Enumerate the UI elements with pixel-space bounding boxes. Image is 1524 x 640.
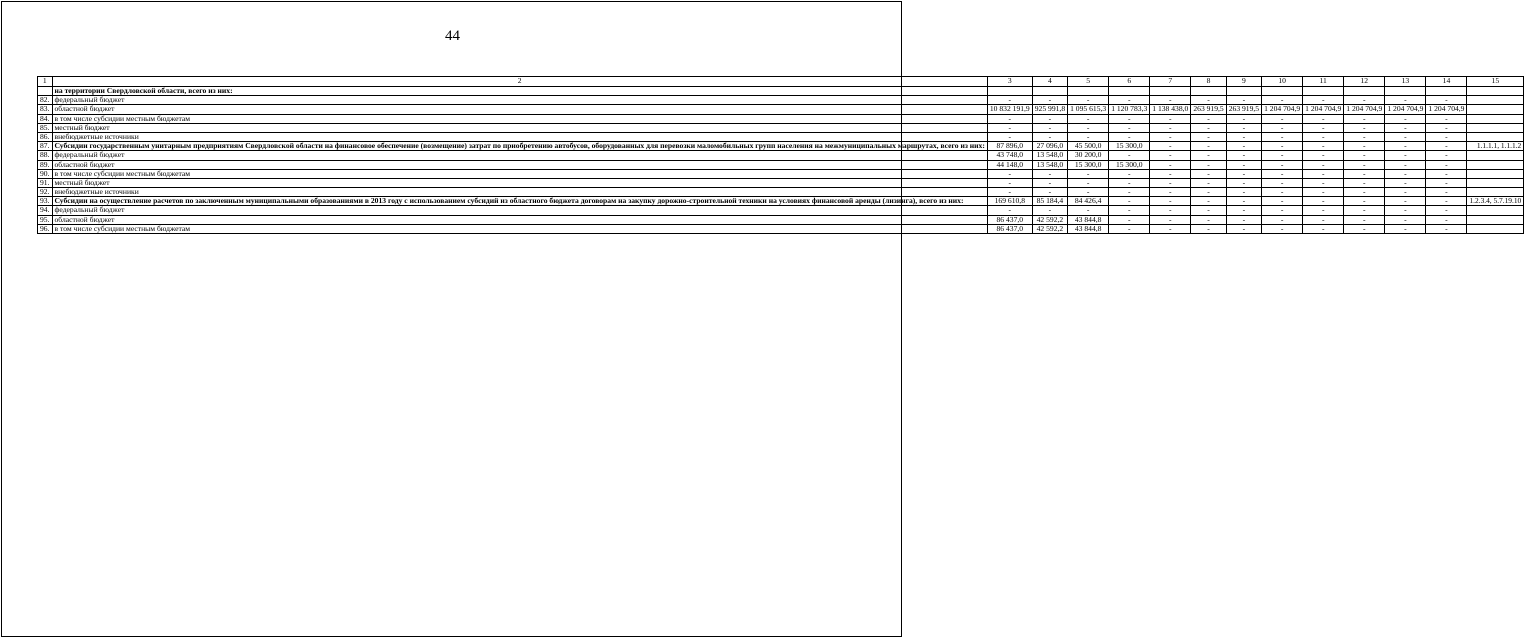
value-cell: - — [1068, 123, 1109, 132]
value-cell: 85 184,4 — [1032, 197, 1067, 206]
value-cell: 15 300,0 — [1109, 142, 1150, 151]
row-name: в том числе субсидии местным бюджетам — [52, 224, 987, 233]
value-cell: - — [1303, 215, 1344, 224]
row-number: 88. — [38, 151, 53, 160]
column-header: 13 — [1385, 77, 1426, 87]
row-number: 85. — [38, 123, 53, 132]
table-row — [38, 142, 1524, 151]
value-cell: - — [1262, 206, 1303, 215]
value-cell: - — [1344, 123, 1385, 132]
value-cell: 43 748,0 — [987, 151, 1032, 160]
value-cell: - — [1344, 142, 1385, 151]
value-cell: - — [1032, 96, 1067, 105]
value-cell: 13 548,0 — [1032, 160, 1067, 169]
value-cell: - — [1068, 188, 1109, 197]
table-header-row — [38, 77, 1524, 87]
value-cell: 1 204 704,9 — [1385, 105, 1426, 114]
value-cell: - — [1191, 151, 1226, 160]
value-cell: - — [1426, 178, 1467, 187]
table-row — [38, 178, 1524, 187]
value-cell: - — [1032, 114, 1067, 123]
value-cell: - — [1426, 123, 1467, 132]
table-row — [38, 114, 1524, 123]
value-cell: - — [1150, 132, 1191, 141]
value-cell: 27 096,0 — [1032, 142, 1067, 151]
value-cell: - — [1109, 197, 1150, 206]
value-cell: - — [1226, 178, 1261, 187]
value-cell: - — [1262, 114, 1303, 123]
value-cell: 43 844,8 — [1068, 215, 1109, 224]
row-name: на территории Свердловской области, всего из них: — [52, 87, 987, 96]
row-name: внебюджетные источники — [52, 132, 987, 141]
value-cell: - — [1150, 160, 1191, 169]
value-cell: - — [987, 96, 1032, 105]
table-row — [38, 87, 1524, 96]
value-cell: - — [1262, 151, 1303, 160]
value-cell: - — [1426, 160, 1467, 169]
row-number: 95. — [38, 215, 53, 224]
column-header: 10 — [1262, 77, 1303, 87]
value-cell: - — [1426, 142, 1467, 151]
value-cell: - — [1032, 188, 1067, 197]
value-cell: - — [1191, 114, 1226, 123]
value-cell: - — [1150, 96, 1191, 105]
value-cell: 1 204 704,9 — [1303, 105, 1344, 114]
row-number: 90. — [38, 169, 53, 178]
row-number: 84. — [38, 114, 53, 123]
value-cell: - — [1226, 96, 1261, 105]
row-number: 87. — [38, 142, 53, 151]
value-cell: - — [1109, 151, 1150, 160]
column-header: 11 — [1303, 77, 1344, 87]
value-cell: - — [1150, 142, 1191, 151]
value-cell: - — [987, 206, 1032, 215]
value-cell: 15 300,0 — [1068, 160, 1109, 169]
value-cell: - — [1226, 142, 1261, 151]
value-cell: 1 095 615,3 — [1068, 105, 1109, 114]
value-cell: - — [1426, 206, 1467, 215]
value-cell: - — [1150, 114, 1191, 123]
row-name: в том числе субсидии местным бюджетам — [52, 114, 987, 123]
value-cell: - — [1385, 160, 1426, 169]
value-cell: - — [1426, 224, 1467, 233]
value-cell: - — [1068, 96, 1109, 105]
value-cell: - — [1344, 114, 1385, 123]
value-cell: - — [1303, 224, 1344, 233]
value-cell: 925 991,8 — [1032, 105, 1067, 114]
value-cell: - — [1426, 215, 1467, 224]
column-header: 2 — [52, 77, 987, 87]
value-cell: - — [1344, 132, 1385, 141]
table-row — [38, 123, 1524, 132]
value-cell: - — [1109, 132, 1150, 141]
value-cell: - — [1385, 142, 1426, 151]
table-row — [38, 206, 1524, 215]
row-name: Субсидии на осуществление расчетов по заключенным муниципальными образованиями в 2013 году с использованием субсидий из областного бюджета договорам на закупку дорожно-строительной техники на условиях финансовой аренды (лизинга), всего из них: — [52, 197, 987, 206]
value-cell: - — [1385, 197, 1426, 206]
value-cell: 13 548,0 — [1032, 151, 1067, 160]
value-cell: - — [1191, 197, 1226, 206]
value-cell: - — [1303, 188, 1344, 197]
value-cell: 1 204 704,9 — [1344, 105, 1385, 114]
value-cell: - — [1150, 169, 1191, 178]
value-cell: - — [1032, 123, 1067, 132]
value-cell: - — [1303, 206, 1344, 215]
value-cell: - — [1426, 169, 1467, 178]
value-cell: - — [1303, 114, 1344, 123]
value-cell: - — [1344, 188, 1385, 197]
table-row — [38, 215, 1524, 224]
value-cell: 169 610,8 — [987, 197, 1032, 206]
value-cell: - — [1303, 160, 1344, 169]
row-name: в том числе субсидии местным бюджетам — [52, 169, 987, 178]
value-cell: 10 832 191,9 — [987, 105, 1032, 114]
row-number: 83. — [38, 105, 53, 114]
value-cell: - — [1262, 132, 1303, 141]
program-code: 1.1.1.1, 1.1.1.2 — [1467, 142, 1524, 151]
value-cell: 87 896,0 — [987, 142, 1032, 151]
row-number: 93. — [38, 197, 53, 206]
value-cell: - — [1262, 169, 1303, 178]
row-number: 86. — [38, 132, 53, 141]
value-cell: - — [1303, 96, 1344, 105]
value-cell: - — [1150, 151, 1191, 160]
value-cell: - — [1191, 123, 1226, 132]
value-cell: - — [1226, 206, 1261, 215]
row-name: федеральный бюджет — [52, 151, 987, 160]
row-name: местный бюджет — [52, 178, 987, 187]
value-cell: - — [1032, 132, 1067, 141]
value-cell: - — [1226, 215, 1261, 224]
value-cell: - — [1191, 132, 1226, 141]
program-code — [1467, 87, 1524, 96]
program-code — [1467, 160, 1524, 169]
value-cell: - — [987, 132, 1032, 141]
table-row — [38, 96, 1524, 105]
value-cell: - — [1226, 169, 1261, 178]
page-number: 44 — [445, 28, 460, 44]
value-cell: 1 204 704,9 — [1262, 105, 1303, 114]
value-cell: - — [1344, 178, 1385, 187]
program-code — [1467, 105, 1524, 114]
value-cell: - — [1344, 169, 1385, 178]
value-cell: - — [1426, 114, 1467, 123]
value-cell: - — [1109, 188, 1150, 197]
table-row — [38, 151, 1524, 160]
table-row — [38, 160, 1524, 169]
value-cell: 42 592,2 — [1032, 215, 1067, 224]
value-cell: - — [1068, 169, 1109, 178]
row-name: областной бюджет — [52, 215, 987, 224]
value-cell: - — [1426, 188, 1467, 197]
row-number: 92. — [38, 188, 53, 197]
value-cell: - — [1109, 114, 1150, 123]
value-cell: - — [1109, 96, 1150, 105]
value-cell: - — [1226, 160, 1261, 169]
value-cell: - — [1385, 188, 1426, 197]
program-code — [1467, 151, 1524, 160]
value-cell: - — [1262, 96, 1303, 105]
value-cell: - — [1226, 188, 1261, 197]
column-header: 12 — [1344, 77, 1385, 87]
value-cell: - — [1385, 206, 1426, 215]
value-cell: - — [1303, 169, 1344, 178]
column-header: 15 — [1467, 77, 1524, 87]
row-number: 82. — [38, 96, 53, 105]
table-row — [38, 224, 1524, 233]
column-header: 8 — [1191, 77, 1226, 87]
value-cell: - — [987, 114, 1032, 123]
value-cell: - — [1068, 114, 1109, 123]
value-cell: - — [1109, 123, 1150, 132]
value-cell: - — [1385, 151, 1426, 160]
value-cell: - — [1344, 160, 1385, 169]
program-code — [1467, 215, 1524, 224]
value-cell: - — [1344, 215, 1385, 224]
row-name: областной бюджет — [52, 160, 987, 169]
value-cell: - — [1385, 169, 1426, 178]
value-cell: - — [1344, 197, 1385, 206]
row-name: областной бюджет — [52, 105, 987, 114]
value-cell: - — [1226, 114, 1261, 123]
program-code — [1467, 169, 1524, 178]
value-cell: - — [1226, 151, 1261, 160]
value-cell: 1 138 438,0 — [1150, 105, 1191, 114]
value-cell: - — [1226, 197, 1261, 206]
value-cell: - — [1303, 197, 1344, 206]
program-code — [1467, 123, 1524, 132]
value-cell: - — [1109, 206, 1150, 215]
column-header: 4 — [1032, 77, 1067, 87]
value-cell: - — [1344, 224, 1385, 233]
value-cell: - — [1150, 123, 1191, 132]
value-cell: 84 426,4 — [1068, 197, 1109, 206]
value-cell: 86 437,0 — [987, 224, 1032, 233]
value-cell: 1 120 783,3 — [1109, 105, 1150, 114]
value-cell: - — [1150, 206, 1191, 215]
row-number: 91. — [38, 178, 53, 187]
value-cell: - — [1191, 96, 1226, 105]
program-code — [1467, 178, 1524, 187]
value-cell: - — [1150, 188, 1191, 197]
value-cell: - — [1385, 114, 1426, 123]
value-cell: - — [987, 169, 1032, 178]
value-cell: - — [1262, 215, 1303, 224]
value-cell: - — [1068, 132, 1109, 141]
value-cell: 15 300,0 — [1109, 160, 1150, 169]
column-header: 9 — [1226, 77, 1261, 87]
value-cell: - — [1303, 142, 1344, 151]
value-cell: - — [1303, 151, 1344, 160]
value-cell: - — [1303, 123, 1344, 132]
value-cell: - — [1191, 160, 1226, 169]
program-code — [1467, 114, 1524, 123]
value-cell: - — [1262, 188, 1303, 197]
value-cell: - — [1109, 169, 1150, 178]
value-cell: - — [1068, 178, 1109, 187]
value-cell: - — [1426, 197, 1467, 206]
value-cell: - — [1262, 197, 1303, 206]
value-cell: - — [987, 123, 1032, 132]
value-cell: - — [1385, 96, 1426, 105]
row-number: 96. — [38, 224, 53, 233]
value-cell: 30 200,0 — [1068, 151, 1109, 160]
table-row — [38, 197, 1524, 206]
value-cell: - — [1150, 197, 1191, 206]
value-cell: - — [1109, 178, 1150, 187]
value-cell: - — [1109, 215, 1150, 224]
value-cell: - — [1303, 132, 1344, 141]
value-cell: - — [1191, 142, 1226, 151]
value-cell: - — [1385, 215, 1426, 224]
column-header: 1 — [38, 77, 53, 87]
value-cell: - — [1262, 123, 1303, 132]
value-cell: - — [1385, 224, 1426, 233]
program-code — [1467, 206, 1524, 215]
row-name: федеральный бюджет — [52, 206, 987, 215]
value-cell: - — [1150, 224, 1191, 233]
row-name: местный бюджет — [52, 123, 987, 132]
value-cell: - — [1344, 96, 1385, 105]
value-cell: - — [1426, 151, 1467, 160]
value-cell: - — [1150, 178, 1191, 187]
value-cell: - — [1191, 178, 1226, 187]
value-cell: - — [1385, 132, 1426, 141]
program-code — [1467, 96, 1524, 105]
row-name: Субсидии государственным унитарным предприятиям Свердловской области на финансовое обеспечение (возмещение) затрат по приобретению автобусов, оборудованных для перевозки маломобильных групп населения на межмуниципальных маршрутах, всего из них: — [52, 142, 987, 151]
value-cell: - — [1191, 224, 1226, 233]
value-cell: - — [1032, 206, 1067, 215]
program-code — [1467, 224, 1524, 233]
value-cell: - — [1032, 169, 1067, 178]
value-cell: 263 919,5 — [1226, 105, 1261, 114]
value-cell: - — [1068, 206, 1109, 215]
value-cell: 44 148,0 — [987, 160, 1032, 169]
value-cell: - — [987, 188, 1032, 197]
value-cell: - — [1262, 178, 1303, 187]
program-code: 1.2.3.4, 5.7.19.10 — [1467, 197, 1524, 206]
value-cell: - — [1109, 224, 1150, 233]
value-cell: - — [1191, 215, 1226, 224]
row-name: федеральный бюджет — [52, 96, 987, 105]
value-cell: 1 204 704,9 — [1426, 105, 1467, 114]
value-cell: - — [1226, 224, 1261, 233]
value-cell: 45 500,0 — [1068, 142, 1109, 151]
value-cell: - — [1344, 206, 1385, 215]
value-cell: - — [1262, 224, 1303, 233]
value-cell: - — [1426, 96, 1467, 105]
value-cell: - — [1303, 178, 1344, 187]
row-number: 94. — [38, 206, 53, 215]
value-cell: - — [1426, 132, 1467, 141]
value-cell: - — [1385, 178, 1426, 187]
column-header: 5 — [1068, 77, 1109, 87]
row-number: 89. — [38, 160, 53, 169]
column-header: 14 — [1426, 77, 1467, 87]
value-cell: 43 844,8 — [1068, 224, 1109, 233]
value-cell: 86 437,0 — [987, 215, 1032, 224]
value-cell: 263 919,5 — [1191, 105, 1226, 114]
value-cell: - — [1191, 206, 1226, 215]
value-cell: - — [1344, 151, 1385, 160]
value-cell: - — [1032, 178, 1067, 187]
column-header: 3 — [987, 77, 1032, 87]
value-cell: - — [1226, 132, 1261, 141]
value-cell: - — [1191, 169, 1226, 178]
column-header: 7 — [1150, 77, 1191, 87]
value-cell: - — [987, 178, 1032, 187]
table-row — [38, 105, 1524, 114]
value-cell: - — [1150, 215, 1191, 224]
value-cell: 42 592,2 — [1032, 224, 1067, 233]
value-cell: - — [1385, 123, 1426, 132]
value-cell: - — [1262, 142, 1303, 151]
value-cell: - — [1226, 123, 1261, 132]
table-row — [38, 169, 1524, 178]
value-cell: - — [1191, 188, 1226, 197]
row-name: внебюджетные источники — [52, 188, 987, 197]
value-cell: - — [1262, 160, 1303, 169]
column-header: 6 — [1109, 77, 1150, 87]
budget-table — [37, 76, 1524, 234]
